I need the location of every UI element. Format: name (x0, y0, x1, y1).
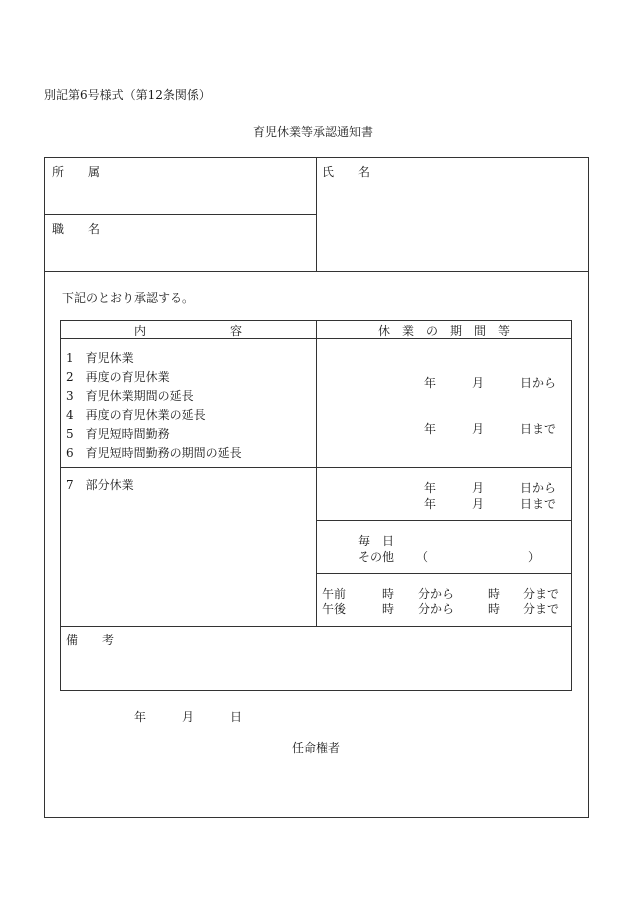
period-month-label: 月 (472, 422, 485, 436)
freq-other[interactable]: その他 (358, 550, 395, 564)
items-bottom-line (60, 467, 572, 468)
col-header-period: 休 業 の 期 間 等 (377, 324, 510, 338)
time-hour-label: 時 (382, 602, 395, 616)
period-until-label: 日まで (520, 422, 557, 436)
affiliation-field[interactable] (50, 176, 312, 210)
period-from-label: 日から (520, 376, 557, 390)
form-number: 別記第6号様式（第12条関係） (44, 88, 211, 102)
name-label: 氏 名 (322, 165, 371, 179)
affiliation-label: 所 属 (52, 165, 101, 179)
partial-period-line (316, 520, 572, 521)
partial-month-label: 月 (472, 481, 485, 495)
list-item[interactable]: 1 育児休業 (66, 351, 134, 365)
position-label: 職 名 (52, 222, 101, 236)
date-month-label: 月 (182, 710, 195, 724)
freq-daily[interactable]: 毎 日 (358, 534, 395, 548)
partial-month-label: 月 (472, 497, 485, 511)
list-item[interactable]: 4 再度の育児休業の延長 (66, 408, 206, 422)
date-year-label: 年 (134, 710, 147, 724)
applicant-divider (316, 157, 317, 271)
remarks-field[interactable] (64, 646, 568, 686)
period-year-label: 年 (424, 422, 437, 436)
list-item[interactable]: 2 再度の育児休業 (66, 370, 170, 384)
partial-year-label: 年 (424, 497, 437, 511)
document-title: 育児休業等承認通知書 (253, 125, 374, 139)
time-hour-label: 時 (488, 602, 501, 616)
list-item[interactable]: 6 育児短時間勤務の期間の延長 (66, 446, 242, 460)
remarks-line (60, 626, 572, 627)
partial-from-label: 日から (520, 481, 557, 495)
appointing-authority-label: 任命権者 (292, 741, 341, 755)
time-min-until-label: 分まで (523, 587, 560, 601)
time-min-from-label: 分から (418, 587, 455, 601)
time-min-until-label: 分まで (523, 602, 560, 616)
time-am-label: 午前 (322, 587, 347, 601)
time-hour-label: 時 (382, 587, 395, 601)
partial-year-label: 年 (424, 481, 437, 495)
time-min-from-label: 分から (418, 602, 455, 616)
freq-line (316, 573, 572, 574)
period-year-label: 年 (424, 376, 437, 390)
list-item[interactable]: 3 育児休業期間の延長 (66, 389, 194, 403)
list-item[interactable]: 5 育児短時間勤務 (66, 427, 170, 441)
time-pm-label: 午後 (322, 602, 347, 616)
affiliation-divider (44, 214, 316, 215)
freq-paren-close: ） (528, 550, 541, 564)
col-header-content: 内 容 (133, 324, 242, 338)
table-col-divider (316, 320, 317, 626)
approval-statement: 下記のとおり承認する。 (62, 291, 195, 305)
time-hour-label: 時 (488, 587, 501, 601)
position-field[interactable] (50, 233, 312, 267)
remarks-label: 備 考 (66, 633, 115, 647)
partial-until-label: 日まで (520, 497, 557, 511)
list-item-partial-leave[interactable]: 7 部分休業 (66, 478, 134, 492)
freq-paren-open: （ (416, 550, 429, 564)
applicant-bottom-line (44, 271, 589, 272)
date-day-label: 日 (230, 710, 243, 724)
name-field[interactable] (320, 176, 584, 266)
period-month-label: 月 (472, 376, 485, 390)
